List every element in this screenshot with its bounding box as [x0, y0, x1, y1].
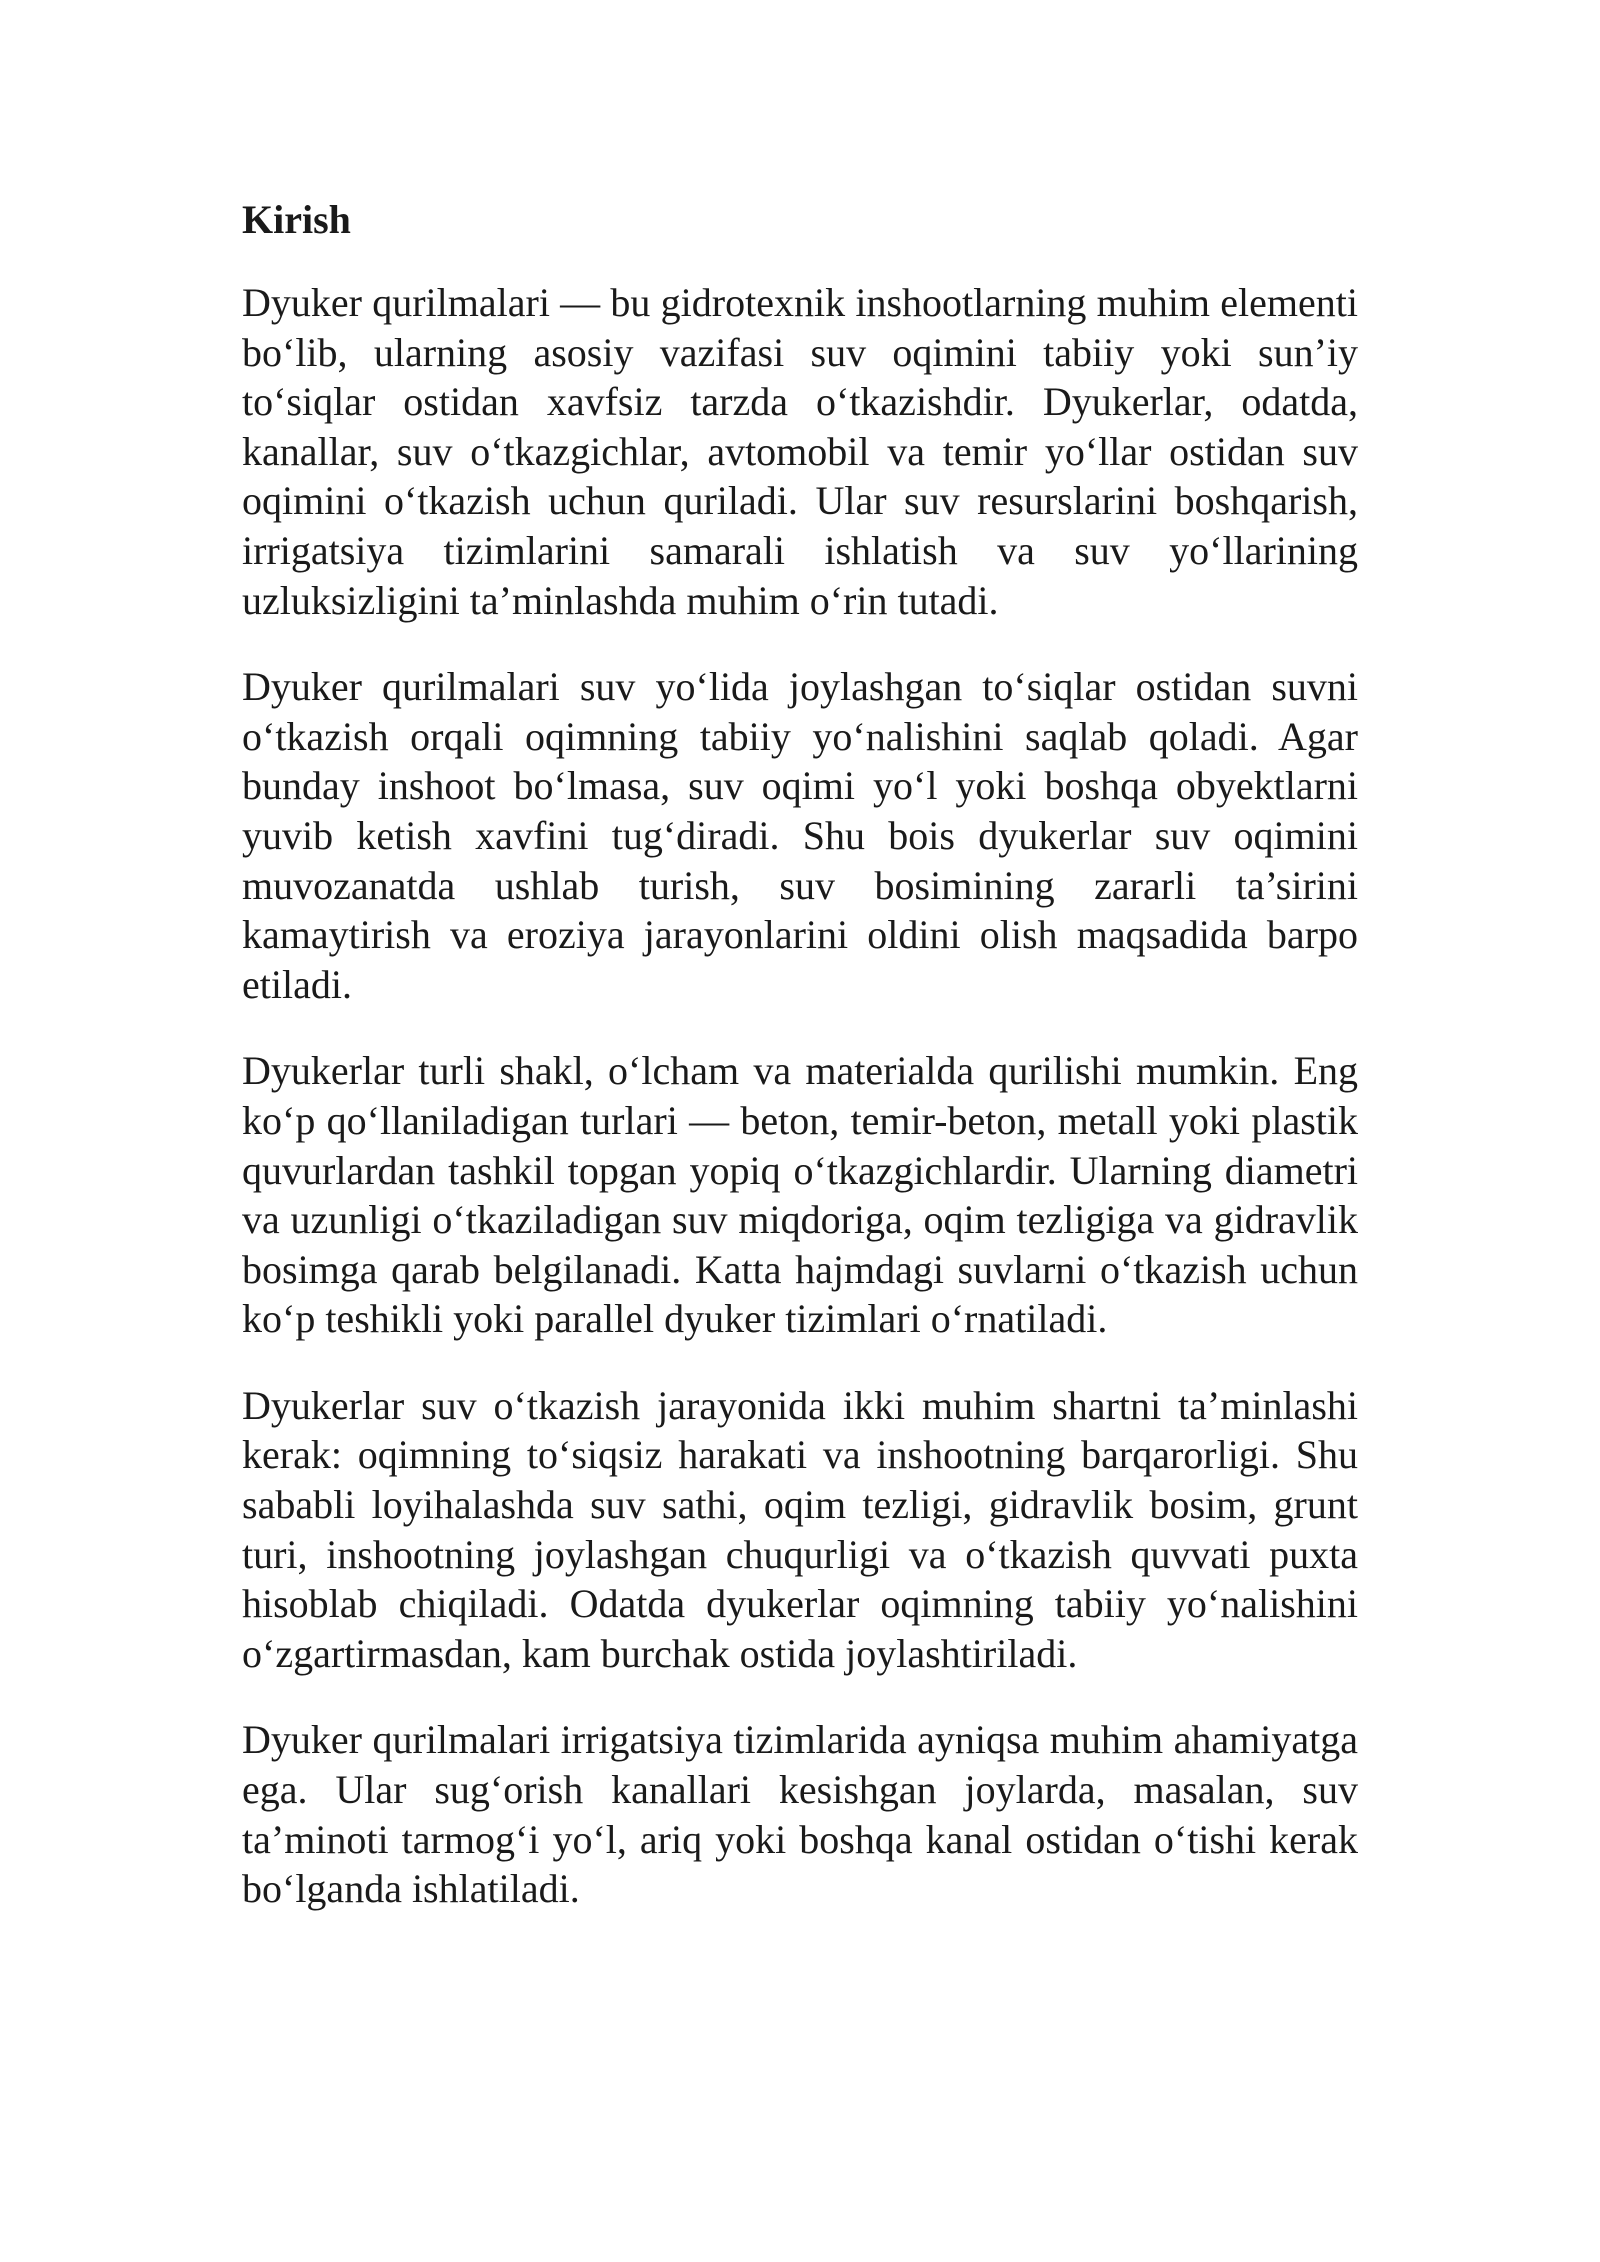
paragraph-3: Dyukerlar turli shakl, o‘lcham va materialda qurilishi mumkin. Eng ko‘p qo‘llaniladigan turlari — beton, temir-beton, metall yoki plastik quvurlardan tashkil topgan yopiq o‘tkazgichlardir. Ularning diametri va uzunligi o‘tkaziladigan suv miqdoriga, oqim tezligiga va gidravlik bosimga qarab belgilanadi. Katta hajmdagi suvlarni o‘tkazish uchun ko‘p teshikli yoki parallel dyuker tizimlari o‘rnatiladi. [242, 1048, 1358, 1342]
document-body [242, 192, 1358, 1951]
paragraph-5: Dyuker qurilmalari irrigatsiya tizimlarida ayniqsa muhim ahamiyatga ega. Ular sug‘orish kanallari kesishgan joylarda, masalan, suv ta’minoti tarmog‘i yo‘l, ariq yoki boshqa kanal ostidan o‘tishi kerak bo‘lganda ishlatiladi. [242, 1717, 1358, 1912]
paragraph-1: Dyuker qurilmalari — bu gidrotexnik inshootlarning muhim elementi bo‘lib, ularning asosiy vazifasi suv oqimini tabiiy yoki sun’iy to‘siqlar ostidan xavfsiz tarzda o‘tkazishdir. Dyukerlar, odatda, kanallar, suv o‘tkazgichlar, avtomobil va temir yo‘llar ostidan suv oqimini o‘tkazish uchun quriladi. Ular suv resurslarini boshqarish, irrigatsiya tizimlarini samarali ishlatish va suv yo‘llarining uzluksizligini ta’minlashda muhim o‘rin tutadi. [242, 280, 1358, 623]
paragraph-2: Dyuker qurilmalari suv yo‘lida joylashgan to‘siqlar ostidan suvni o‘tkazish orqali oqimning tabiiy yo‘nalishini saqlab qoladi. Agar bunday inshoot bo‘lmasa, suv oqimi yo‘l yoki boshqa obyektlarni yuvib ketish xavfini tug‘diradi. Shu bois dyukerlar suv oqimini muvozanatda ushlab turish, suv bosimining zararli ta’sirini kamaytirish va eroziya jarayonlarini oldini olish maqsadida barpo etiladi. [242, 664, 1358, 1007]
section-heading: Kirish [242, 197, 351, 242]
paragraph-4: Dyukerlar suv o‘tkazish jarayonida ikki muhim shartni ta’minlashi kerak: oqimning to‘siqsiz harakati va inshootning barqarorligi. Shu sababli loyihalashda suv sathi, oqim tezligi, gidravlik bosim, grunt turi, inshootning joylashgan chuqurligi va o‘tkazish quvvati puxta hisoblab chiqiladi. Odatda dyukerlar oqimning tabiiy yo‘nalishini o‘zgartirmasdan, kam burchak ostida joylashtiriladi. [242, 1382, 1358, 1676]
